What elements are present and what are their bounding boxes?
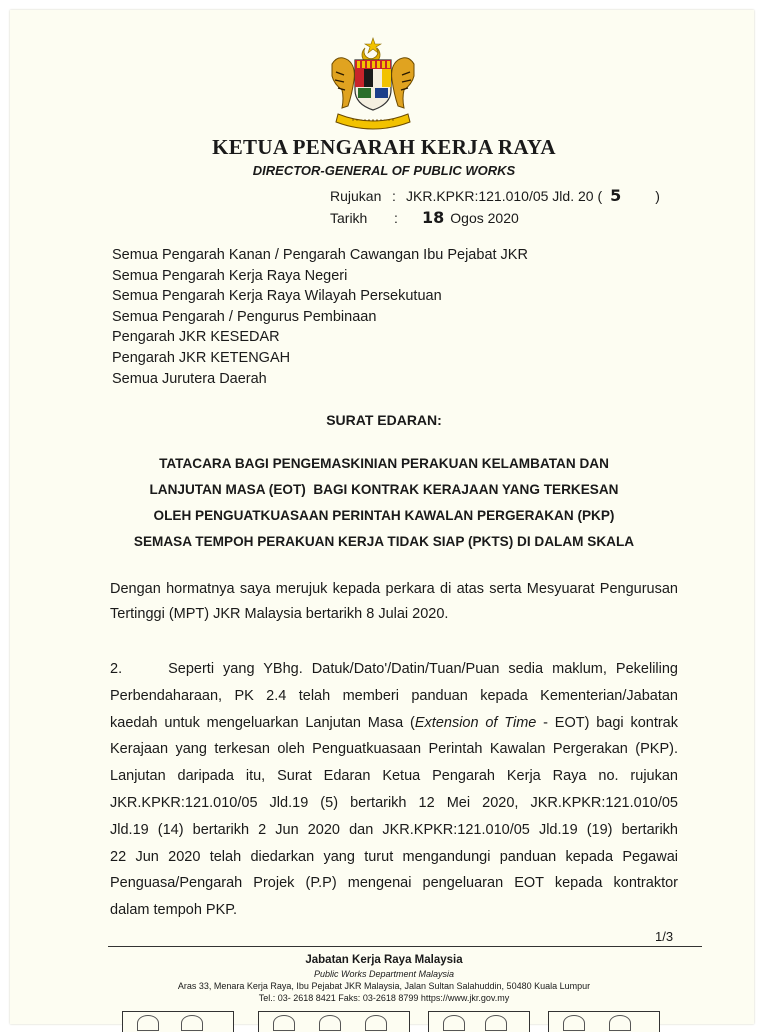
footer-contact: Tel.: 03- 2618 8421 Faks: 03-2618 8799 https://www.jkr.gov.my xyxy=(258,993,510,1003)
paragraph-line xyxy=(110,710,678,737)
reference-row xyxy=(330,185,660,207)
recipient-item: Semua Pengarah Kerja Raya Wilayah Persekutuan xyxy=(112,288,442,305)
recipient-item: Semua Pengarah / Pengurus Pembinaan xyxy=(112,308,377,325)
certification-logo-icon xyxy=(548,1011,660,1032)
subject-line: SEMASA TEMPOH PERAKUAN KERJA TIDAK SIAP (PKTS) DI DALAM SKALA xyxy=(133,534,635,549)
certification-logo-icon xyxy=(258,1011,410,1032)
paragraph-line: Perbendaharaan, PK 2.4 telah memberi panduan kepada Kementerian/Jabatan xyxy=(110,687,678,704)
date-colon: : xyxy=(394,210,398,226)
paragraph-line: JKR.KPKR:121.010/05 Jld.19 (5) bertarikh 12 Mei 2020, JKR.KPKR:121.010/05 xyxy=(110,794,678,811)
reference-label: Rujukan xyxy=(330,188,382,204)
reference-handwritten-number: 5 xyxy=(610,186,622,205)
paragraph-text: Seperti yang YBhg. Datuk/Dato'/Datin/Tuan/Puan sedia maklum, Pekeliling xyxy=(168,661,678,677)
date-row xyxy=(330,207,660,229)
paragraph-2 xyxy=(110,656,678,924)
paragraph-line: Penguasa/Pengarah Projek (P.P) mengenai pengeluaran EOT kepada kontraktor xyxy=(110,875,678,892)
certification-logo-icon xyxy=(122,1011,234,1032)
paragraph-line: dalam tempoh PKP. xyxy=(110,902,238,919)
subject-line: TATACARA BAGI PENGEMASKINIAN PERAKUAN KELAMBATAN DAN xyxy=(159,456,609,471)
footer-department: Jabatan Kerja Raya Malaysia xyxy=(305,954,463,966)
certification-logos xyxy=(120,1011,660,1024)
paragraph-number: 2. xyxy=(110,661,123,677)
date-handwritten-day: 18 xyxy=(422,208,445,227)
footer-divider xyxy=(108,946,702,947)
organization-subtitle: DIRECTOR-GENERAL OF PUBLIC WORKS xyxy=(252,163,516,178)
paragraph-text: - EOT) bagi kontrak xyxy=(536,714,678,731)
paragraph-text: kaedah untuk mengeluarkan Lanjutan Masa ( xyxy=(110,714,415,731)
page-number: 1/3 xyxy=(655,929,674,944)
recipient-item: Semua Pengarah Kerja Raya Negeri xyxy=(112,267,348,284)
paragraph-1: Dengan hormatnya saya merujuk kepada perkara di atas serta Mesyuarat Pengurusan Tertinggi (MPT) JKR Malaysia bertarikh 8 Julai 2020. xyxy=(110,581,678,622)
subject-line: OLEH PENGUATKUASAAN PERINTAH KAWALAN PERGERAKAN (PKP) xyxy=(153,508,615,523)
date-label: Tarikh xyxy=(330,210,368,226)
malaysia-coat-of-arms-icon xyxy=(318,34,428,134)
recipient-item: Pengarah JKR KETENGAH xyxy=(112,349,291,366)
paragraph-line: Jld.19 (14) bertarikh 2 Jun 2020 dan JKR.KPKR:121.010/05 Jld.19 (19) bertarikh xyxy=(110,821,678,838)
reference-number: JKR.KPKR:121.010/05 Jld. 20 ( xyxy=(406,188,603,204)
date-value: Ogos 2020 xyxy=(450,210,519,226)
circular-title: SURAT EDARAN: xyxy=(326,412,442,428)
subject-heading xyxy=(100,451,668,555)
organization-title: KETUA PENGARAH KERJA RAYA xyxy=(212,135,556,159)
reference-block xyxy=(330,185,660,229)
reference-colon: : xyxy=(392,188,396,204)
footer-address: Aras 33, Menara Kerja Raya, Ibu Pejabat JKR Malaysia, Jalan Sultan Salahuddin, 50480 Kuala Lumpur xyxy=(177,981,591,991)
paragraph-line xyxy=(110,656,678,683)
recipient-list xyxy=(112,245,528,389)
recipient-item: Semua Pengarah Kanan / Pengarah Cawangan Ibu Pejabat JKR xyxy=(112,247,528,263)
recipient-item: Pengarah JKR KESEDAR xyxy=(112,329,280,346)
paragraph-line: 22 Jun 2020 telah diedarkan yang turut mengandungi panduan kepada Pegawai xyxy=(110,848,678,865)
footer-department-english: Public Works Department Malaysia xyxy=(313,969,455,979)
subject-line: LANJUTAN MASA (EOT) BAGI KONTRAK KERAJAAN YANG TERKESAN xyxy=(149,482,619,497)
paragraph-italic-term: Extension of Time xyxy=(414,714,537,731)
paragraph-line: Lanjutan daripada itu, Surat Edaran Ketua Pengarah Kerja Raya no. rujukan xyxy=(110,768,678,785)
certification-logo-icon xyxy=(428,1011,530,1032)
paragraph-line: Kerajaan yang terkesan oleh Penguatkuasaan Perintah Kawalan Pergerakan (PKP). xyxy=(110,741,678,758)
recipient-item: Semua Jurutera Daerah xyxy=(112,370,267,387)
reference-close: ) xyxy=(655,188,660,204)
footer xyxy=(0,952,768,1004)
